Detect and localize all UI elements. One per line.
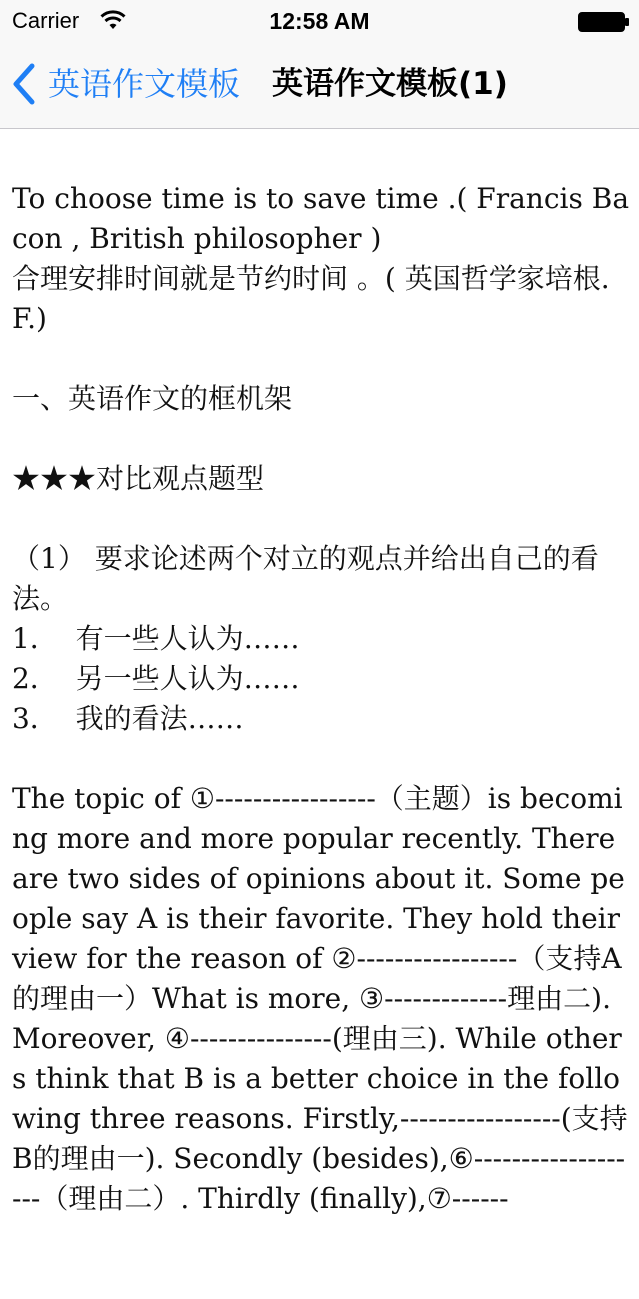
carrier-label: Carrier xyxy=(12,8,80,33)
article-paragraph: （1） 要求论述两个对立的观点并给出自己的看法。 xyxy=(12,542,599,615)
list-item: 3． 我的看法…… xyxy=(12,702,244,735)
status-bar xyxy=(0,0,639,40)
article-paragraph: To choose time is to save time .( Francis Bacon , British philosopher ) xyxy=(12,182,630,255)
article-heading: ★★★对比观点题型 xyxy=(12,462,265,495)
article-paragraph: The topic of ①-----------------（主题）is becoming more and more popular recently. There are two sides of opinions about it. Some people say A is their favorite. They hold their view for the reason of ②-----------------（支持A的理由一）What is more, ③-------------理由二). Moreover, ④---------------(理由三). While others think that B is a better choice in the following three reasons. Firstly,-----------------(支持B的理由一). Secondly (besides),⑥-------------------（理由二）. Thirdly (finally),⑦------ xyxy=(12,782,629,1215)
list-item: 1． 有一些人认为…… xyxy=(12,622,300,655)
article-paragraph xyxy=(12,499,632,539)
list-item: 2． 另一些人认为…… xyxy=(12,662,300,695)
article-paragraph: 合理安排时间就是节约时间 。( 英国哲学家培根. F.) xyxy=(12,262,619,335)
page-title: 英语作文模板(1) xyxy=(272,66,508,102)
article-paragraph xyxy=(12,739,632,779)
article-paragraph xyxy=(12,419,632,459)
battery-icon xyxy=(578,12,630,32)
article-scroll-view[interactable] xyxy=(0,129,639,1215)
status-time: 12:58 AM xyxy=(269,8,370,34)
article-paragraph xyxy=(12,339,632,379)
back-button-label: 英语作文模板 xyxy=(48,65,241,103)
article-body xyxy=(12,99,632,1299)
article-heading: 一、英语作文的框机架 xyxy=(12,382,293,415)
